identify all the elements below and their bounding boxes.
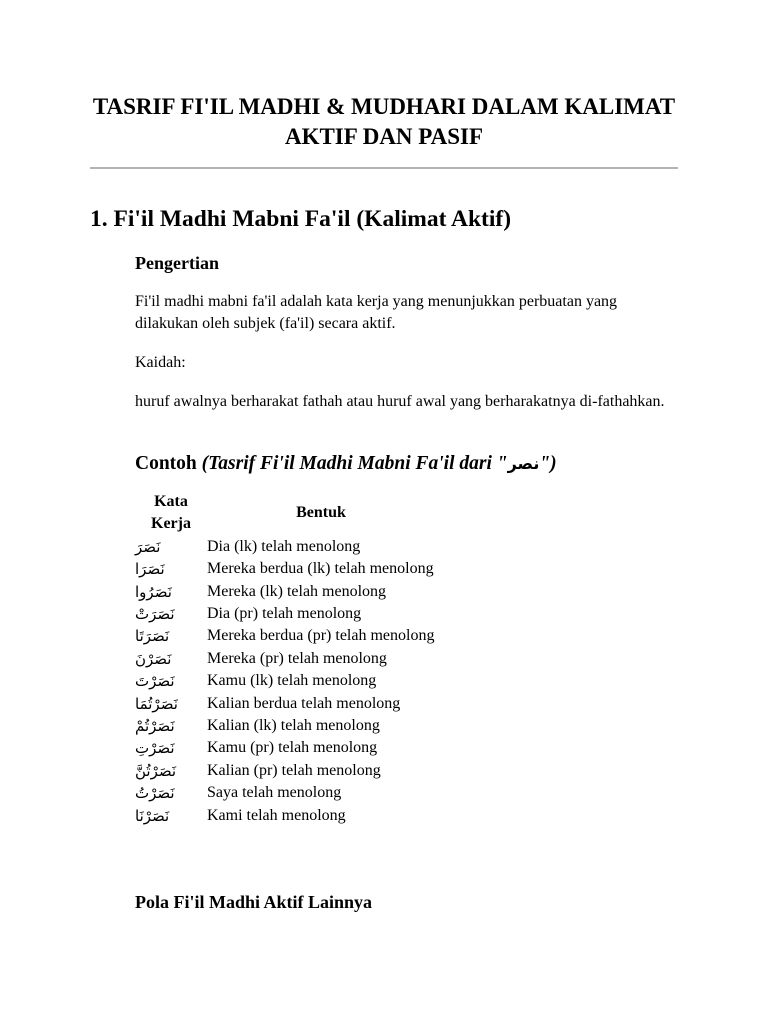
verb-cell: نَصَرْتَ <box>135 672 175 691</box>
meaning-cell: Kalian (lk) telah menolong <box>207 717 380 735</box>
table-row <box>135 625 435 647</box>
meaning-cell: Kalian (pr) telah menolong <box>207 761 381 779</box>
table-body <box>135 536 435 827</box>
meaning-cell: Dia (lk) telah menolong <box>207 537 361 555</box>
table-row <box>135 581 435 603</box>
column-header-kata-kerja: Kata Kerja <box>151 493 191 533</box>
table-row <box>135 670 435 692</box>
verb-cell: نَصَرْتُنَّ <box>135 761 177 780</box>
meaning-cell: Mereka berdua (lk) telah menolong <box>207 560 434 578</box>
verb-cell: نَصَرْتِ <box>135 739 175 758</box>
meaning-cell: Mereka berdua (pr) telah menolong <box>207 627 435 645</box>
meaning-cell: Dia (pr) telah menolong <box>207 605 362 623</box>
verb-cell: نَصَرْتُمْ <box>135 717 175 736</box>
verb-cell: نَصَرْتُ <box>135 784 175 803</box>
contoh-detail <box>202 453 557 474</box>
table-row <box>135 805 435 827</box>
verb-cell: نَصَرَتْ <box>135 605 175 624</box>
verb-cell: نَصَرْتُمَا <box>135 694 178 713</box>
verb-cell: نَصَرْنَ <box>135 649 172 668</box>
kaidah-label: Kaidah: <box>135 354 186 371</box>
pola-heading: Pola Fi'il Madhi Aktif Lainnya <box>135 892 373 912</box>
horizontal-rule <box>90 167 678 169</box>
table-header-row <box>135 491 435 536</box>
table-row <box>135 536 435 558</box>
kaidah-paragraph: huruf awalnya berharakat fathah atau huruf awal yang berharakatnya di-fathahkan. <box>135 393 665 410</box>
table-row <box>135 737 435 759</box>
verb-cell: نَصَرْنَا <box>135 806 170 825</box>
table-row <box>135 782 435 804</box>
verb-cell: نَصَرَ <box>135 537 161 556</box>
verb-cell: نَصَرَا <box>135 560 165 579</box>
table-row <box>135 558 435 580</box>
contoh-label: Contoh <box>135 453 197 474</box>
tasrif-table <box>135 491 435 827</box>
table-row <box>135 715 435 737</box>
pengertian-heading: Pengertian <box>135 253 219 273</box>
document-title: TASRIF FI'IL MADHI & MUDHARI DALAM KALIMAT AKTIF DAN PASIF <box>92 94 676 149</box>
meaning-cell: Saya telah menolong <box>207 784 342 802</box>
contoh-heading <box>135 451 557 477</box>
table-row <box>135 603 435 625</box>
contoh-detail-prefix: (Tasrif Fi'il Madhi Mabni Fa'il dari " <box>201 453 508 474</box>
meaning-cell: Kami telah menolong <box>207 806 346 824</box>
verb-cell: نَصَرُوا <box>135 582 172 601</box>
table-row <box>135 693 435 715</box>
contoh-detail-suffix: ") <box>539 453 557 474</box>
pengertian-paragraph: Fi'il madhi mabni fa'il adalah kata kerja yang menunjukkan perbuatan yang dilakukan oleh subjek (fa'il) secara aktif. <box>135 293 618 332</box>
column-header-bentuk: Bentuk <box>296 504 346 522</box>
table-row <box>135 648 435 670</box>
contoh-arabic-root: نصر <box>507 454 540 473</box>
meaning-cell: Mereka (lk) telah menolong <box>207 582 387 600</box>
verb-cell: نَصَرَتَا <box>135 627 170 646</box>
table-row <box>135 760 435 782</box>
meaning-cell: Kamu (pr) telah menolong <box>207 739 378 757</box>
meaning-cell: Mereka (pr) telah menolong <box>207 649 387 667</box>
meaning-cell: Kalian berdua telah menolong <box>207 694 401 712</box>
meaning-cell: Kamu (lk) telah menolong <box>207 672 377 690</box>
section-heading: 1. Fi'il Madhi Mabni Fa'il (Kalimat Aktif) <box>90 206 512 232</box>
